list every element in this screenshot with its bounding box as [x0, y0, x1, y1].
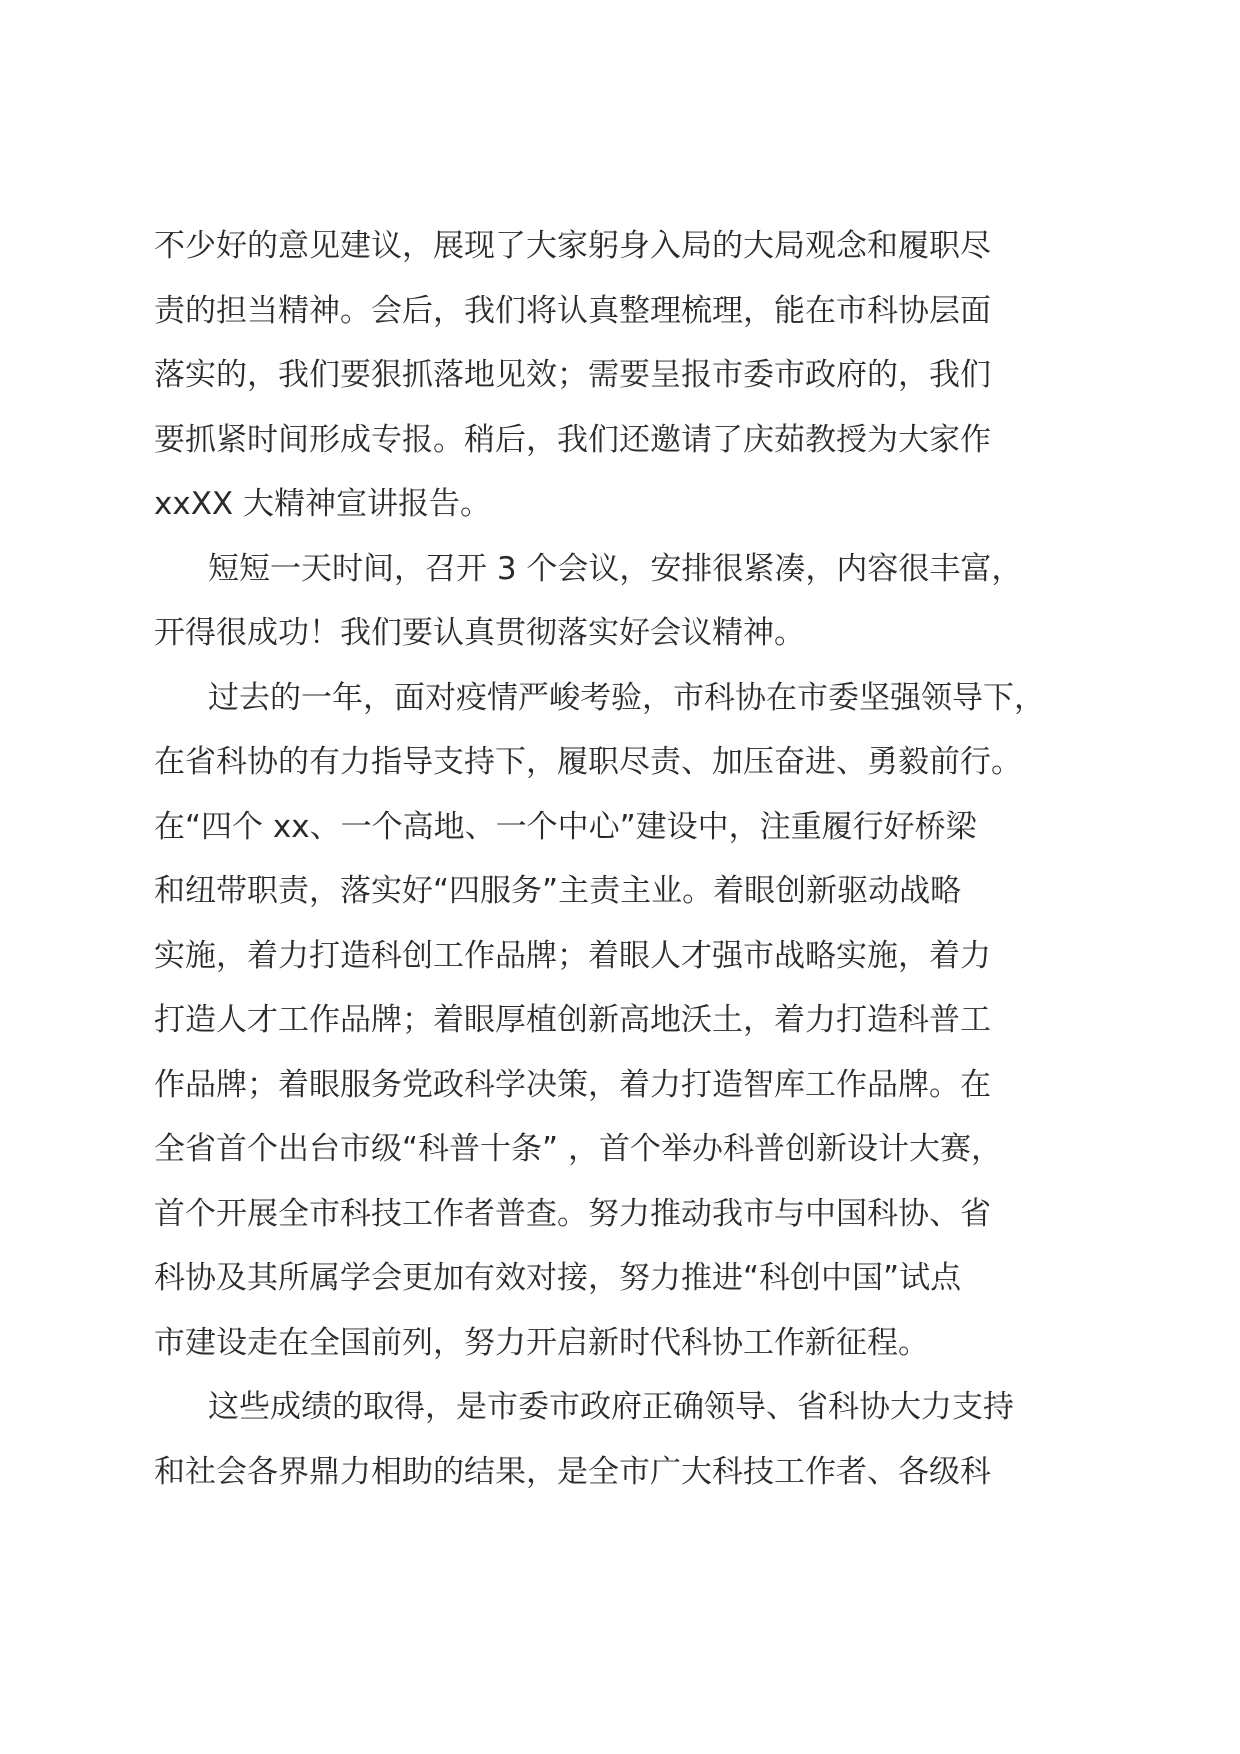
text-line: 在省科协的有力指导支持下，履职尽责、加压奋进、勇毅前行。 — [154, 744, 1022, 780]
text-line: 市建设走在全国前列，努力开启新时代科协工作新征程。 — [154, 1324, 929, 1361]
text-line: 责的担当精神。会后，我们将认真整理梳理，能在市科协层面 — [154, 292, 991, 329]
body-text — [154, 214, 1114, 1504]
text-line: 作品牌；着眼服务党政科学决策，着力打造智库工作品牌。在 — [154, 1066, 991, 1103]
text-line: 打造人才工作品牌；着眼厚植创新高地沃土，着力打造科普工 — [154, 1002, 991, 1038]
text-line: 首个开展全市科技工作者普查。努力推动我市与中国科协、省 — [154, 1195, 991, 1232]
paragraph-first-line: 过去的一年，面对疫情严峻考验，市科协在市委坚强领导下， — [208, 679, 1045, 716]
text-line: xxXX 大精神宣讲报告。 — [154, 486, 492, 522]
text-line: 要抓紧时间形成专报。稍后，我们还邀请了庆茹教授为大家作 — [154, 421, 991, 458]
paragraph-first-line: 短短一天时间，召开 3 个会议，安排很紧凑，内容很丰富， — [208, 550, 1023, 587]
text-line: 科协及其所属学会更加有效对接，努力推进“科创中国”试点 — [154, 1260, 962, 1296]
text-line: 在“四个 xx、一个高地、一个中心”建设中，注重履行好桥梁 — [154, 808, 977, 845]
paragraph-first-line: 这些成绩的取得，是市委市政府正确领导、省科协大力支持 — [208, 1389, 1014, 1425]
text-line: 不少好的意见建议，展现了大家躬身入局的大局观念和履职尽 — [154, 228, 991, 264]
text-line: 开得很成功！我们要认真贯彻落实好会议精神。 — [154, 615, 805, 651]
text-line: 实施，着力打造科创工作品牌；着眼人才强市战略实施，着力 — [154, 937, 991, 974]
text-line: 全省首个出台市级“科普十条” ，首个举办科普创新设计大赛， — [154, 1131, 1002, 1167]
text-line: 和纽带职责，落实好“四服务”主责主业。着眼创新驱动战略 — [154, 873, 962, 909]
text-line: 落实的，我们要狠抓落地见效；需要呈报市委市政府的，我们 — [154, 357, 991, 393]
text-line: 和社会各界鼎力相助的结果，是全市广大科技工作者、各级科 — [154, 1453, 991, 1490]
